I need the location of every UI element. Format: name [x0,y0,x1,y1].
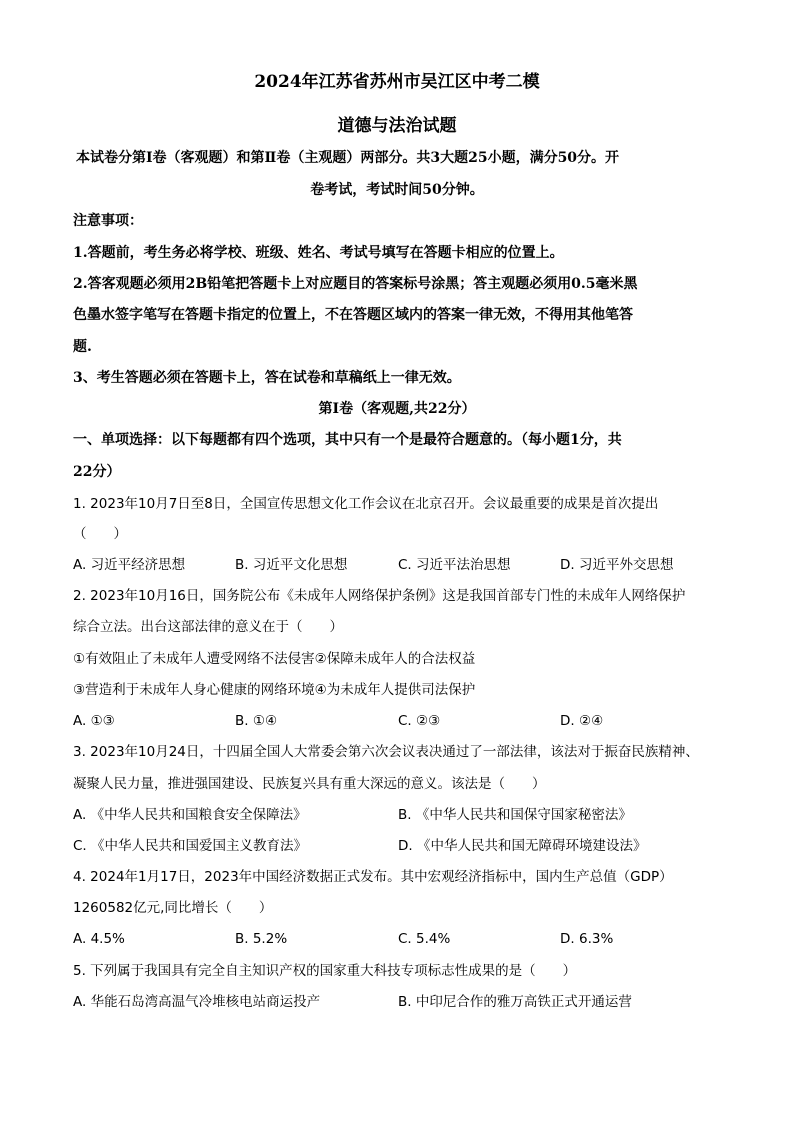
question-2-option-a: A. ①③ [73,713,115,729]
exam-title: 2024年江苏省苏州市吴江区中考二模 [254,72,540,92]
question-2-option-b: B. ①④ [235,713,278,729]
question-5-option-a: A. 华能石岛湾高温气冷堆核电站商运投产 [73,994,321,1010]
intro-line-1: 本试卷分第Ⅰ卷（客观题）和第Ⅱ卷（主观题）两部分。共3大题25小题，满分50分。开 [76,150,620,166]
question-3-option-a: A. 《中华人民共和国粮食安全保障法》 [73,807,307,823]
question-3-stem-line-2: 凝聚人民力量，推进强国建设、民族复兴具有重大深远的意义。该法是（ ） [73,776,546,792]
question-4-option-d: D. 6.3% [560,931,614,947]
question-3-option-d: D. 《中华人民共和国无障碍环境建设法》 [398,838,647,854]
question-5-stem-line-1: 5. 下列属于我国具有完全自主知识产权的国家重大科技专项标志性成果的是（ ） [73,963,577,979]
notes-item-2-line-1: 2.答客观题必须用2B铅笔把答题卡上对应题目的答案标号涂黑；答主观题必须用0.5毫米黑 [73,276,638,292]
notes-heading: 注意事项： [73,213,143,229]
question-2-option-d: D. ②④ [560,713,604,729]
question-2-option-c: C. ②③ [398,713,441,729]
question-4-option-c: C. 5.4% [398,931,451,947]
question-2-stem-line-1: 2. 2023年10月16日，国务院公布《未成年人网络保护条例》这是我国首部专门性的未成年人网络保护 [73,588,686,604]
question-1-option-b: B. 习近平文化思想 [235,557,348,573]
question-2-statement-2: ③营造利于未成年人身心健康的网络环境④为未成年人提供司法保护 [73,682,476,698]
section-1-instruction-line-2: 22分） [73,464,121,480]
notes-item-1: 1.答题前，考生务必将学校、班级、姓名、考试号填写在答题卡相应的位置上。 [73,245,564,261]
section-1-instruction-line-1: 一、单项选择：以下每题都有四个选项，其中只有一个是最符合题意的。（每小题1分，共 [73,432,622,448]
question-1-option-a: A. 习近平经济思想 [73,557,186,573]
question-1-option-c: C. 习近平法治思想 [398,557,511,573]
notes-item-2-line-2: 色墨水签字笔写在答题卡指定的位置上，不在答题区域内的答案一律无效，不得用其他笔答 [73,307,633,323]
question-5-option-b: B. 中印尼合作的雅万高铁正式开通运营 [398,994,632,1010]
question-4-stem-line-2: 1260582亿元,同比增长（ ） [73,900,273,916]
notes-item-2-line-3: 题. [73,339,92,355]
notes-item-3: 3、考生答题必须在答题卡上，答在试卷和草稿纸上一律无效。 [73,370,461,386]
question-2-statement-1: ①有效阻止了未成年人遭受网络不法侵害②保障未成年人的合法权益 [73,651,476,667]
question-4-stem-line-1: 4. 2024年1月17日，2023年中国经济数据正式发布。其中宏观经济指标中，国内生产总值（GDP） [73,869,673,885]
question-1-option-d: D. 习近平外交思想 [560,557,674,573]
exam-subtitle: 道德与法治试题 [337,116,457,136]
question-3-option-b: B. 《中华人民共和国保守国家秘密法》 [398,807,632,823]
question-1-stem-line-1: 1. 2023年10月7日至8日，全国宣传思想文化工作会议在北京召开。会议最重要的成果是首次提出 [73,496,659,512]
question-4-option-a: A. 4.5% [73,931,125,947]
section-1-heading: 第Ⅰ卷（客观题,共22分） [318,401,476,417]
question-3-option-c: C. 《中华人民共和国爱国主义教育法》 [73,838,308,854]
question-2-stem-line-2: 综合立法。出台这部法律的意义在于（ ） [73,619,343,635]
question-1-stem-line-2: （ ） [73,526,127,542]
question-3-stem-line-1: 3. 2023年10月24日，十四届全国人大常委会第六次会议表决通过了一部法律，该法对于振奋民族精神、 [73,744,699,760]
question-4-option-b: B. 5.2% [235,931,288,947]
intro-line-2: 卷考试，考试时间50分钟。 [310,182,484,198]
